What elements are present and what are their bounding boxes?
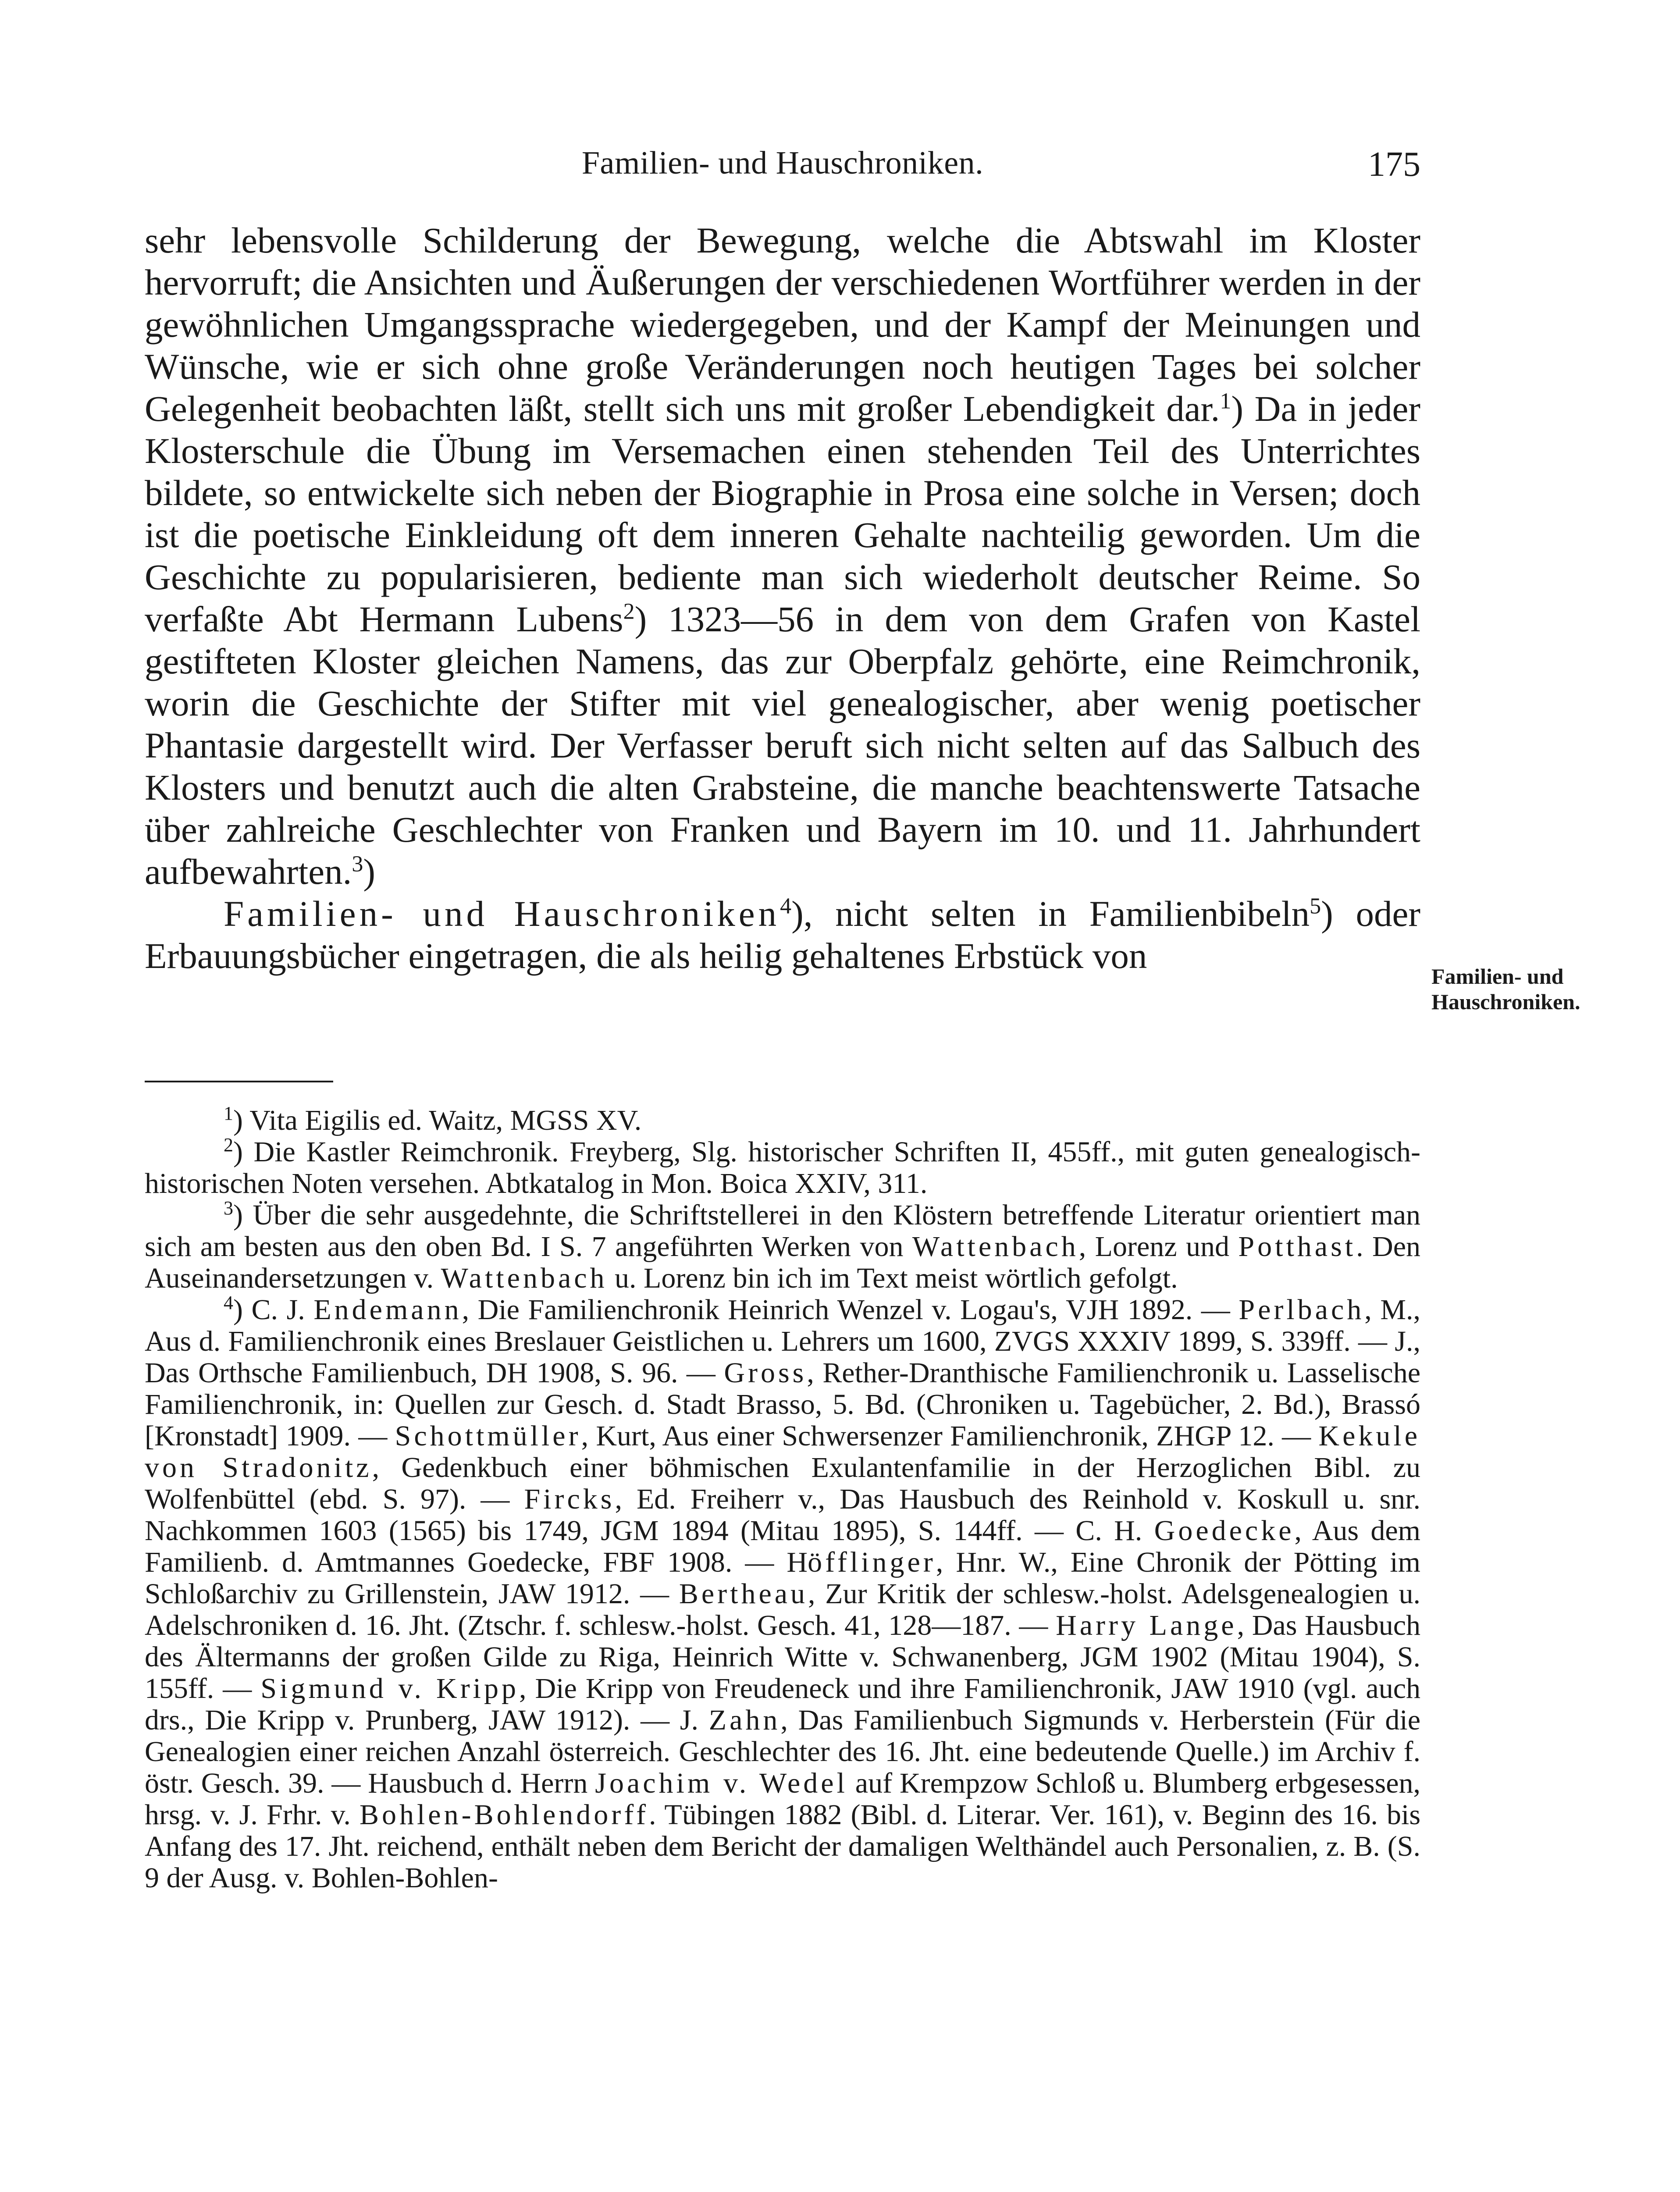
footnote-2: $^2$) Die Kastler Reimchronik. Freyberg, Slg. historischer Schriften II, 455ff., mit guten genealogisch-historischen Noten versehen. Abtkatalog in Mon. Boica XXIV, 311. [145,1134,1420,1199]
margin-note [1431,964,1664,1014]
footnote-ref-3: 3 [352,851,363,877]
footnote-ref-5: 5 [1310,893,1321,919]
page-header [145,145,1420,193]
footnote-separator [145,1081,333,1082]
footnote-ref-4: 4 [780,893,792,919]
footnotes [145,1105,1420,1894]
footnote-ref-1: 1 [1220,388,1232,414]
footnote-1: $^1$) Vita Eigilis ed. Waitz, MGSS XV. [224,1103,642,1136]
margin-note-line-1: Familien- und [1431,964,1564,989]
footnote-ref-2: 2 [623,599,635,624]
paragraph-2: Familien- und Hauschroniken$^4$), nicht selten in Familienbibeln$^5$) oder Erbauungsbücher eingetragen, die als heilig gehaltenes Erbstück von [145,893,1420,976]
running-title: Familien- und Hauschroniken. [581,145,984,181]
footnote-3: $^3$) Über die sehr ausgedehnte, die Schriftstellerei in den Klöstern betreffende Literatur orientiert man sich am besten aus den oben Bd. I S. 7 angeführten Werken von Wattenbach, Lorenz und Potthast. Den Auseinandersetzungen v. Wattenbach u. Lorenz bin ich im Text meist wörtlich gefolgt. [145,1197,1420,1294]
section-keyword: Familien- und Hauschroniken [224,893,780,934]
margin-note-line-2: Hauschroniken. [1431,989,1580,1014]
main-text [145,219,1420,977]
page-number: 175 [1368,145,1420,184]
footnote-4: $^4$) C. J. Endemann, Die Familienchronik Heinrich Wenzel v. Logau's, VJH 1892. — Perlbach, M., Aus d. Familienchronik eines Breslauer Geistlichen u. Lehrers um 1600, ZVGS XXXIV 1899, S. 339ff. — J., Das Orthsche Familienbuch, DH 1908, S. 96. — Gross, Rether-Dranthische Familienchronik u. Lasselische Familienchronik, in: Quellen zur Gesch. d. Stadt Brasso, 5. Bd. (Chroniken u. Tagebücher, 2. Bd.), Brassó [Kronstadt] 1909. — Schottmüller, Kurt, Aus einer Schwersenzer Familienchronik, ZHGP 12. — Kekule von Stradonitz, Gedenkbuch einer böhmischen Exulantenfamilie in der Herzoglichen Bibl. zu Wolfenbüttel (ebd. S. 97). — Fircks, Ed. Freiherr v., Das Hausbuch des Reinhold v. Koskull u. snr. Nachkommen 1603 (1565) bis 1749, JGM 1894 (Mitau 1895), S. 144ff. — C. H. Goedecke, Aus dem Familienb. d. Amtmannes Goedecke, FBF 1908. — Höfflinger, Hnr. W., Eine Chronik der Pötting im Schloßarchiv zu Grillenstein, JAW 1912. — Bertheau, Zur Kritik der schlesw.-holst. Adelsgenealogien u. Adelschroniken d. 16. Jht. (Ztschr. f. schlesw.-holst. Gesch. 41, 128—187. — Harry Lange, Das Hausbuch des Ältermanns der großen Gilde zu Riga, Heinrich Witte v. Schwanenberg, JGM 1902 (Mitau 1904), S. 155ff. — Sigmund v. Kripp, Die Kripp von Freudeneck und ihre Familienchronik, JAW 1910 (vgl. auch drs., Die Kripp v. Prunberg, JAW 1912). — J. Zahn, Das Familienbuch Sigmunds v. Herberstein (Für die Genealogien einer reichen Anzahl österreich. Geschlechter des 16. Jht. eine bedeutende Quelle.) im Archiv f. östr. Gesch. 39. — Hausbuch d. Herrn Joachim v. Wedel auf Krempzow Schloß u. Blumberg erbgesessen, hrsg. v. J. Frhr. v. Bohlen-Bohlendorff. Tübingen 1882 (Bibl. d. Literar. Ver. 161), v. Beginn des 16. bis Anfang des 17. Jht. reichend, enthält neben dem Bericht der damaligen Welthändel auch Personalien, z. B. (S. 9 der Ausg. v. Bohlen-Bohlen- [145,1292,1421,1894]
paragraph-1: sehr lebensvolle Schilderung der Bewegung, welche die Abtswahl im Kloster hervorruft; die Ansichten und Äußerungen der verschiedenen Wortführer werden in der gewöhnlichen Umgangssprache wiedergegeben, und der Kampf der Meinungen und Wünsche, wie er sich ohne große Veränderungen noch heutigen Tages bei solcher Gelegenheit beobachten läßt, stellt sich uns mit großer Lebendigkeit dar.$^1$) Da in jeder Klosterschule die Übung im Versemachen einen stehenden Teil des Unterrichtes bildete, so entwickelte sich neben der Biographie in Prosa eine solche in Versen; doch ist die poetische Einkleidung oft dem inneren Gehalte nachteilig geworden. Um die Geschichte zu popularisieren, bediente man sich wiederholt deutscher Reime. So verfaßte Abt Hermann Lubens$^2$) 1323—56 in dem von dem Grafen von Kastel gestifteten Kloster gleichen Namens, das zur Oberpfalz gehörte, eine Reimchronik, worin die Geschichte der Stifter mit viel genealogischer, aber wenig poetischer Phantasie dargestellt wird. Der Verfasser beruft sich nicht selten auf das Salbuch des Klosters und benutzt auch die alten Grabsteine, die manche beachtenswerte Tatsache über zahlreiche Geschlechter von Franken und Bayern im 10. und 11. Jahrhundert aufbewahrten.$^3$) [145,220,1420,892]
